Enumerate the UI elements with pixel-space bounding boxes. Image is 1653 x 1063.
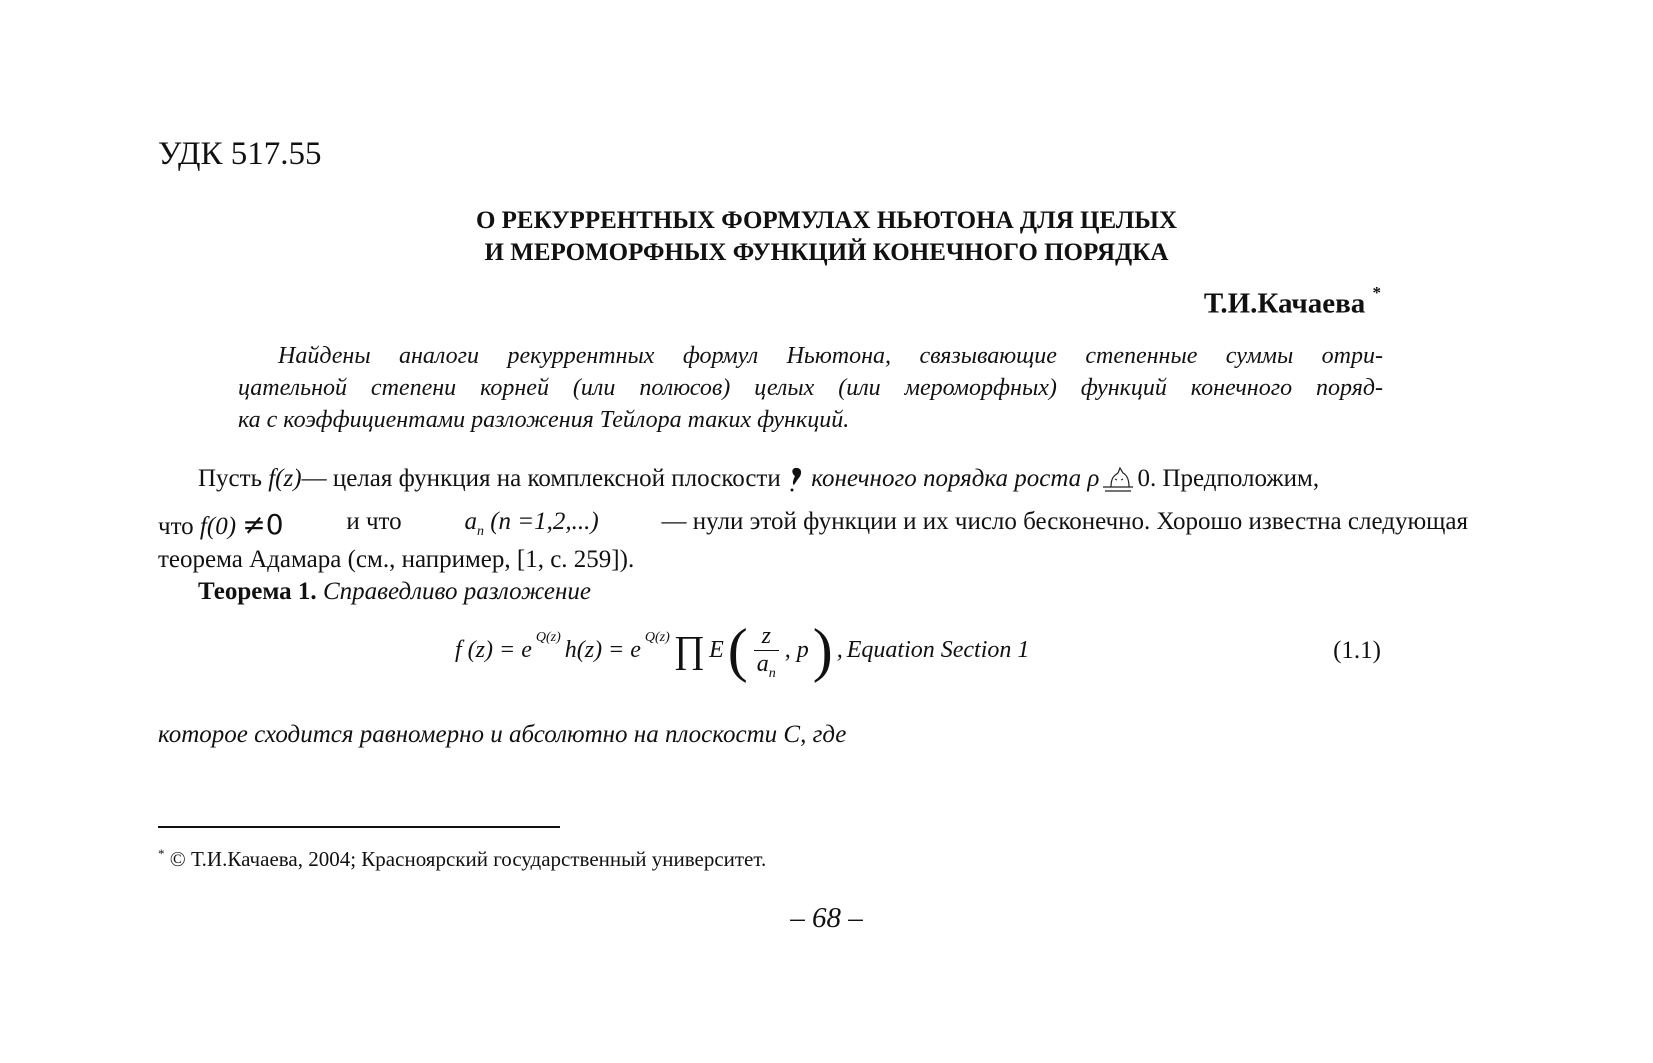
author: [1203, 283, 1381, 321]
glyph-artifact-icon: [787, 466, 805, 494]
abstract: [238, 340, 1383, 436]
article-title-line-2: И МЕРОМОРФНЫХ ФУНКЦИЙ КОНЕЧНОГО ПОРЯДКА: [484, 239, 1169, 266]
theorem-label: Теорема 1.: [198, 578, 317, 605]
abstract-line-3: ка с коэффициентами разложения Тейлора таких функций.: [238, 407, 850, 433]
footnote-divider: [158, 826, 560, 828]
article-title-line-1: О РЕКУРРЕНТНЫХ ФОРМУЛАХ НЬЮТОНА ДЛЯ ЦЕЛЫХ: [475, 207, 1178, 234]
fraction-z-over-an: $\frac{z}{a_n}$: [754, 623, 779, 678]
author-footnote-mark: *: [1372, 283, 1381, 302]
symbol-artifact-icon: [1099, 465, 1137, 495]
footnote: * © Т.И.Качаева, 2004; Красноярский государственный университет.: [158, 846, 767, 871]
conclusion-text: которое сходится равномерно и абсолютно на плоскости С, где: [158, 721, 847, 748]
abstract-line-1: Найдены аналоги рекуррентных формул Ньютона, связывающие степенные суммы отри-: [278, 343, 1383, 369]
theorem-text: Справедливо разложение: [322, 578, 591, 605]
udk-code: УДК 517.55: [158, 136, 322, 172]
body-line-3: теорема Адамара (см., например, [1, с. 259]).: [158, 546, 635, 573]
page-number: – 68 –: [790, 902, 863, 934]
product-symbol: ∏: [673, 629, 706, 671]
function-f-z: f(z): [268, 465, 302, 492]
equation-number: (1.1): [1333, 637, 1381, 664]
abstract-line-2: цательной степени корней (или полюсов) целых (или мероморфных) функций конечного поряд-: [238, 375, 1383, 401]
theorem-1: [158, 578, 1508, 606]
author-name: Т.И.Качаева: [1203, 287, 1366, 320]
body-line-2: что f(0) ≠0 и что $a_n$ (n =1,2,...) — нули этой функции и их число бесконечно. Хорошо известна следующая: [158, 508, 1468, 541]
body-line-1: Пусть f(z)— целая функция на комплексной плоскости конечного порядка роста ρ 0. Предположим,: [158, 465, 1508, 495]
equation-section-label: Equation Section 1: [846, 636, 1030, 663]
equation-1-1: f (z) = e Q(z) h(z) = e Q(z) ∏ E ( $\frac{z}{a_n}$ , p ) , Equation Section 1: [455, 617, 1030, 683]
